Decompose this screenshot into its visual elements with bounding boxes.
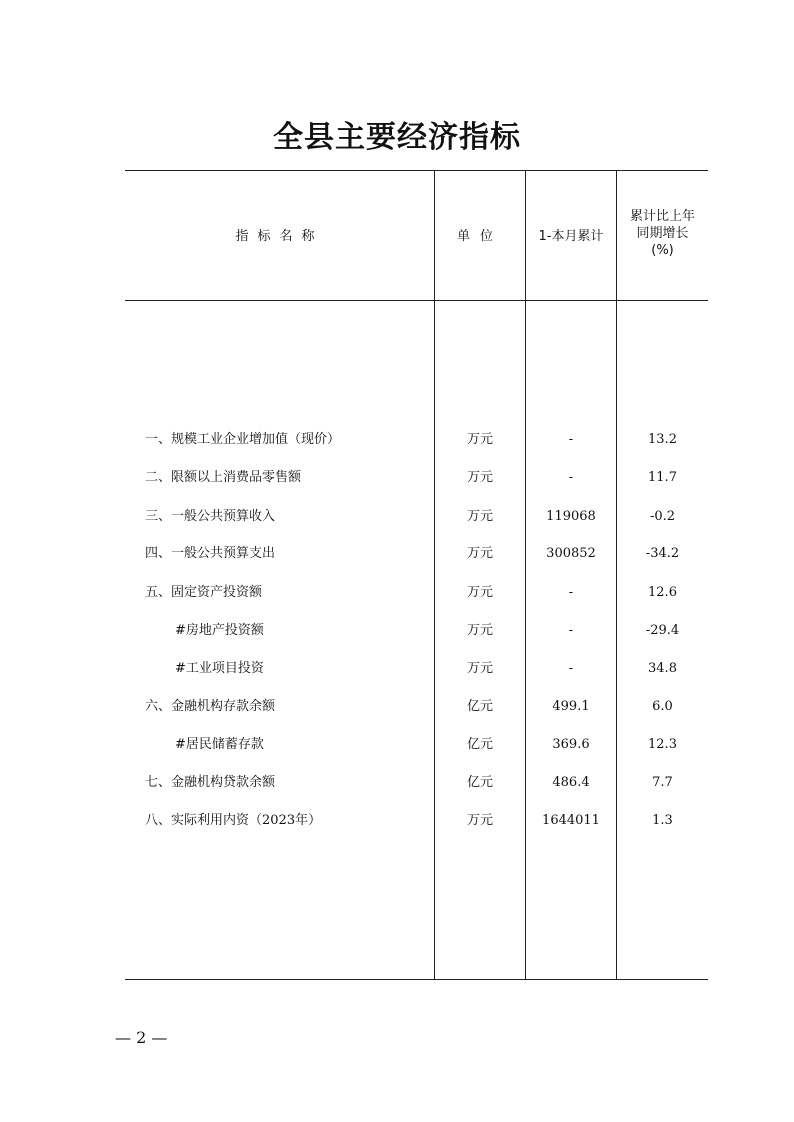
table-row xyxy=(0,583,794,603)
growth-value: 34.8 xyxy=(648,661,677,676)
table-row xyxy=(0,659,794,679)
growth-value: -34.2 xyxy=(645,546,680,561)
unit: 万元 xyxy=(466,661,493,676)
unit: 万元 xyxy=(466,546,493,561)
unit: 亿元 xyxy=(466,775,493,790)
unit: 亿元 xyxy=(466,737,493,752)
cumulative-value: 119068 xyxy=(546,509,596,524)
cumulative-value: 499.1 xyxy=(552,699,590,714)
unit: 万元 xyxy=(466,509,493,524)
table-row xyxy=(0,544,794,564)
unit: 万元 xyxy=(466,623,493,638)
indicator-name: 二、限额以上消费品零售额 xyxy=(145,470,302,485)
table-row xyxy=(0,430,794,450)
page-number: — 2 — xyxy=(115,1028,168,1047)
unit: 亿元 xyxy=(466,699,493,714)
page-title: 全县主要经济指标 xyxy=(273,120,521,155)
header-growth xyxy=(617,208,708,259)
growth-value: 6.0 xyxy=(652,699,673,714)
indicator-name: #居民储蓄存款 xyxy=(175,737,264,752)
cumulative-value: - xyxy=(568,432,574,447)
growth-value: 12.3 xyxy=(648,737,677,752)
header-growth-line: 累计比上年 xyxy=(629,209,695,224)
cumulative-value: - xyxy=(568,623,574,638)
growth-value: 12.6 xyxy=(648,585,677,600)
cumulative-value: 369.6 xyxy=(552,737,590,752)
growth-value: -29.4 xyxy=(645,623,680,638)
growth-value: 11.7 xyxy=(648,470,677,485)
table-top-rule xyxy=(125,170,708,171)
table-header-rule xyxy=(125,300,708,301)
column-divider xyxy=(434,170,435,980)
indicator-name: 三、一般公共预算收入 xyxy=(145,509,276,524)
indicator-name: 七、金融机构贷款余额 xyxy=(145,775,276,790)
growth-value: 7.7 xyxy=(652,775,673,790)
table-row xyxy=(0,621,794,641)
indicator-name: 五、固定资产投资额 xyxy=(145,585,263,600)
cumulative-value: - xyxy=(568,585,574,600)
table-row xyxy=(0,811,794,831)
cumulative-value: 1644011 xyxy=(542,813,600,828)
header-unit: 单位 xyxy=(456,229,503,244)
header-growth-line: (%) xyxy=(651,243,674,258)
unit: 万元 xyxy=(466,432,493,447)
indicator-name: 八、实际利用内资（2023年） xyxy=(145,813,322,828)
unit: 万元 xyxy=(466,585,493,600)
column-divider xyxy=(616,170,617,980)
cumulative-value: - xyxy=(568,470,574,485)
column-divider xyxy=(525,170,526,980)
indicator-name: #房地产投资额 xyxy=(175,623,264,638)
header-indicator-name: 指标名称 xyxy=(235,229,324,244)
table-bottom-rule xyxy=(125,979,708,980)
growth-value: 1.3 xyxy=(652,813,673,828)
growth-value: -0.2 xyxy=(649,509,676,524)
indicator-name: 一、规模工业企业增加值（现价） xyxy=(145,432,341,447)
table-row xyxy=(0,735,794,755)
table-row xyxy=(0,697,794,717)
indicator-name: #工业项目投资 xyxy=(175,661,264,676)
cumulative-value: 486.4 xyxy=(552,775,590,790)
growth-value: 13.2 xyxy=(648,432,677,447)
table-row xyxy=(0,773,794,793)
cumulative-value: - xyxy=(568,661,574,676)
indicator-name: 六、金融机构存款余额 xyxy=(145,699,276,714)
header-growth-line: 同期增长 xyxy=(636,226,689,241)
cumulative-value: 300852 xyxy=(546,546,596,561)
unit: 万元 xyxy=(466,470,493,485)
table-row xyxy=(0,468,794,488)
indicator-name: 四、一般公共预算支出 xyxy=(145,546,276,561)
header-cumulative: 1-本月累计 xyxy=(538,229,604,244)
table-row xyxy=(0,507,794,527)
unit: 万元 xyxy=(466,813,493,828)
